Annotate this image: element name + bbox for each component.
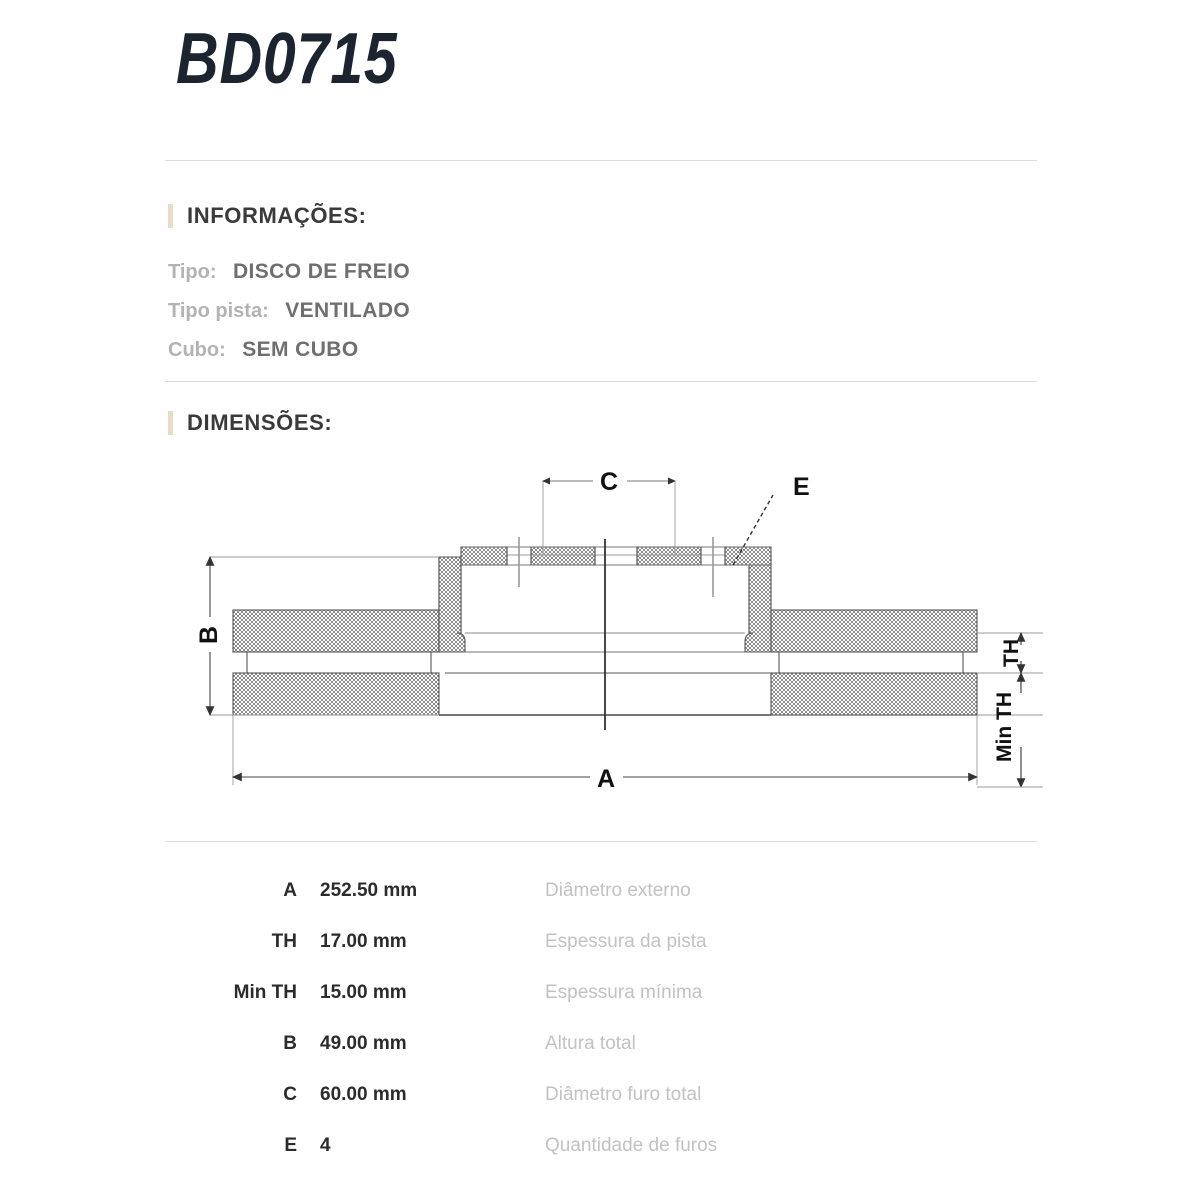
dimension-code: Min TH: [233, 982, 297, 1003]
dimension-code: B: [283, 1033, 297, 1054]
dimension-value: 49.00 mm: [320, 1033, 407, 1054]
dimension-value: 15.00 mm: [320, 982, 407, 1003]
dimension-label-b: B: [195, 625, 223, 645]
dimension-description: Espessura mínima: [545, 982, 703, 1003]
info-value: SEM CUBO: [242, 338, 359, 361]
table-row: [185, 872, 885, 923]
brake-disc-cross-section-drawing: [165, 447, 1045, 832]
table-row: [185, 923, 885, 974]
information-list: [168, 253, 410, 370]
dimension-value: 60.00 mm: [320, 1084, 407, 1105]
table-row: [185, 1127, 885, 1178]
info-value: VENTILADO: [285, 299, 411, 322]
info-row: [168, 331, 410, 370]
dimension-label-e: E: [793, 473, 810, 501]
accent-bar-icon: [168, 204, 173, 228]
dimension-description: Espessura da pista: [545, 931, 707, 952]
info-row: [168, 292, 410, 331]
divider-middle: [165, 381, 1037, 382]
section-heading-informacoes: [168, 203, 367, 229]
info-row: [168, 253, 410, 292]
info-label: Cubo:: [168, 339, 226, 361]
dimension-description: Altura total: [545, 1033, 636, 1054]
dimensions-table: [185, 872, 885, 1178]
dimension-code: TH: [271, 931, 297, 952]
info-value: DISCO DE FREIO: [232, 260, 411, 283]
info-label: Tipo pista:: [168, 300, 269, 322]
page-title: BD0715: [176, 19, 398, 99]
info-label: Tipo:: [168, 261, 217, 283]
dimension-description: Diâmetro externo: [545, 880, 691, 901]
dimension-value: 17.00 mm: [320, 931, 407, 952]
dimension-code: E: [284, 1135, 297, 1156]
dimension-label-th: TH: [1000, 639, 1023, 667]
dimension-value: 252.50 mm: [320, 880, 418, 901]
section-heading-dimensoes-label: DIMENSÕES:: [187, 410, 333, 435]
table-row: [185, 974, 885, 1025]
accent-bar-icon: [168, 411, 173, 435]
dimension-value: 4: [320, 1135, 331, 1156]
table-row: [185, 1076, 885, 1127]
dimension-description: Diâmetro furo total: [545, 1084, 702, 1105]
dimension-description: Quantidade de furos: [545, 1135, 718, 1156]
dimension-code: A: [283, 880, 297, 901]
section-heading-informacoes-label: INFORMAÇÕES:: [187, 203, 367, 228]
dimension-code: C: [283, 1084, 297, 1105]
dimension-label-min-th: Min TH: [993, 692, 1016, 762]
section-heading-dimensoes: [168, 410, 332, 436]
table-row: [185, 1025, 885, 1076]
dimension-label-a: A: [596, 765, 616, 793]
divider-bottom: [165, 841, 1037, 842]
divider-top: [165, 160, 1037, 161]
dimension-label-c: C: [599, 468, 619, 496]
